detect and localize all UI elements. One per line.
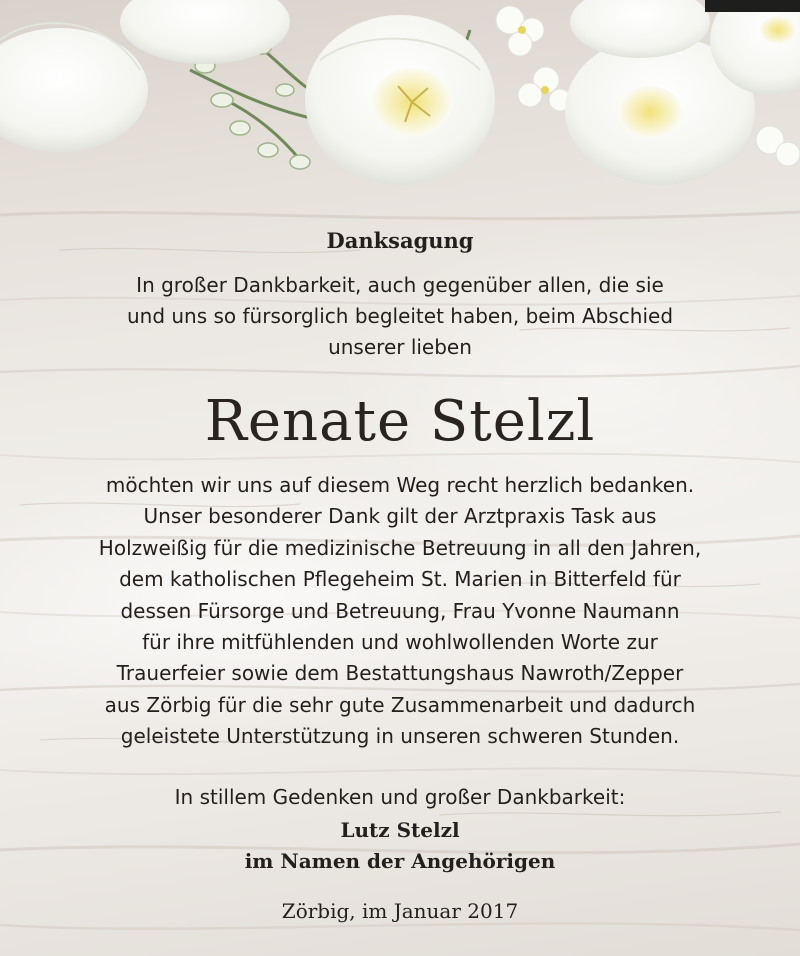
signer-note: im Namen der Angehörigen (244, 849, 556, 873)
flower-arrangement (0, 0, 800, 200)
body-line: möchten wir uns auf diesem Weg recht herzlich bedanken. (105, 473, 695, 497)
body-line: geleistete Unterstützung in unseren schweren Stunden. (120, 724, 680, 749)
signature-block (20, 815, 780, 877)
body-line: aus Zörbig für die sehr gute Zusammenarbeit und dadurch (104, 692, 696, 717)
intro-line: unserer lieben (328, 335, 472, 359)
deceased-name: Renate Stelzl (204, 389, 596, 454)
white-blossom-icon (496, 6, 571, 111)
intro-paragraph (20, 270, 780, 363)
closing-line: In stillem Gedenken und großer Dankbarkeit: (174, 785, 626, 809)
intro-line: In großer Dankbarkeit, auch gegenüber allen, die sie (136, 273, 664, 297)
intro-line: und uns so fürsorglich begleitet haben, beim Abschied (126, 304, 674, 328)
white-tulip-icon (0, 23, 148, 152)
heading-danksagung: Danksagung (326, 228, 474, 253)
body-line: Holzweißig für die medizinische Betreuung in all den Jahren, (98, 535, 702, 560)
body-line: dem katholischen Pflegeheim St. Marien in Bitterfeld für (119, 567, 681, 592)
white-tulip-icon (305, 15, 495, 185)
white-blossom-icon (756, 126, 800, 166)
thanks-paragraph (20, 470, 780, 753)
body-line: Trauerfeier sowie dem Bestattungshaus Nawroth/Zepper (116, 661, 684, 686)
place-and-date: Zörbig, im Januar 2017 (281, 899, 519, 923)
body-line: dessen Fürsorge und Betreuung, Frau Yvonne Naumann (120, 598, 680, 623)
body-line: für ihre mitfühlenden und wohlwollenden Worte zur (142, 630, 658, 655)
body-line: Unser besonderer Dank gilt der Arztpraxis Task aus (143, 504, 657, 529)
signer-name: Lutz Stelzl (340, 818, 460, 842)
